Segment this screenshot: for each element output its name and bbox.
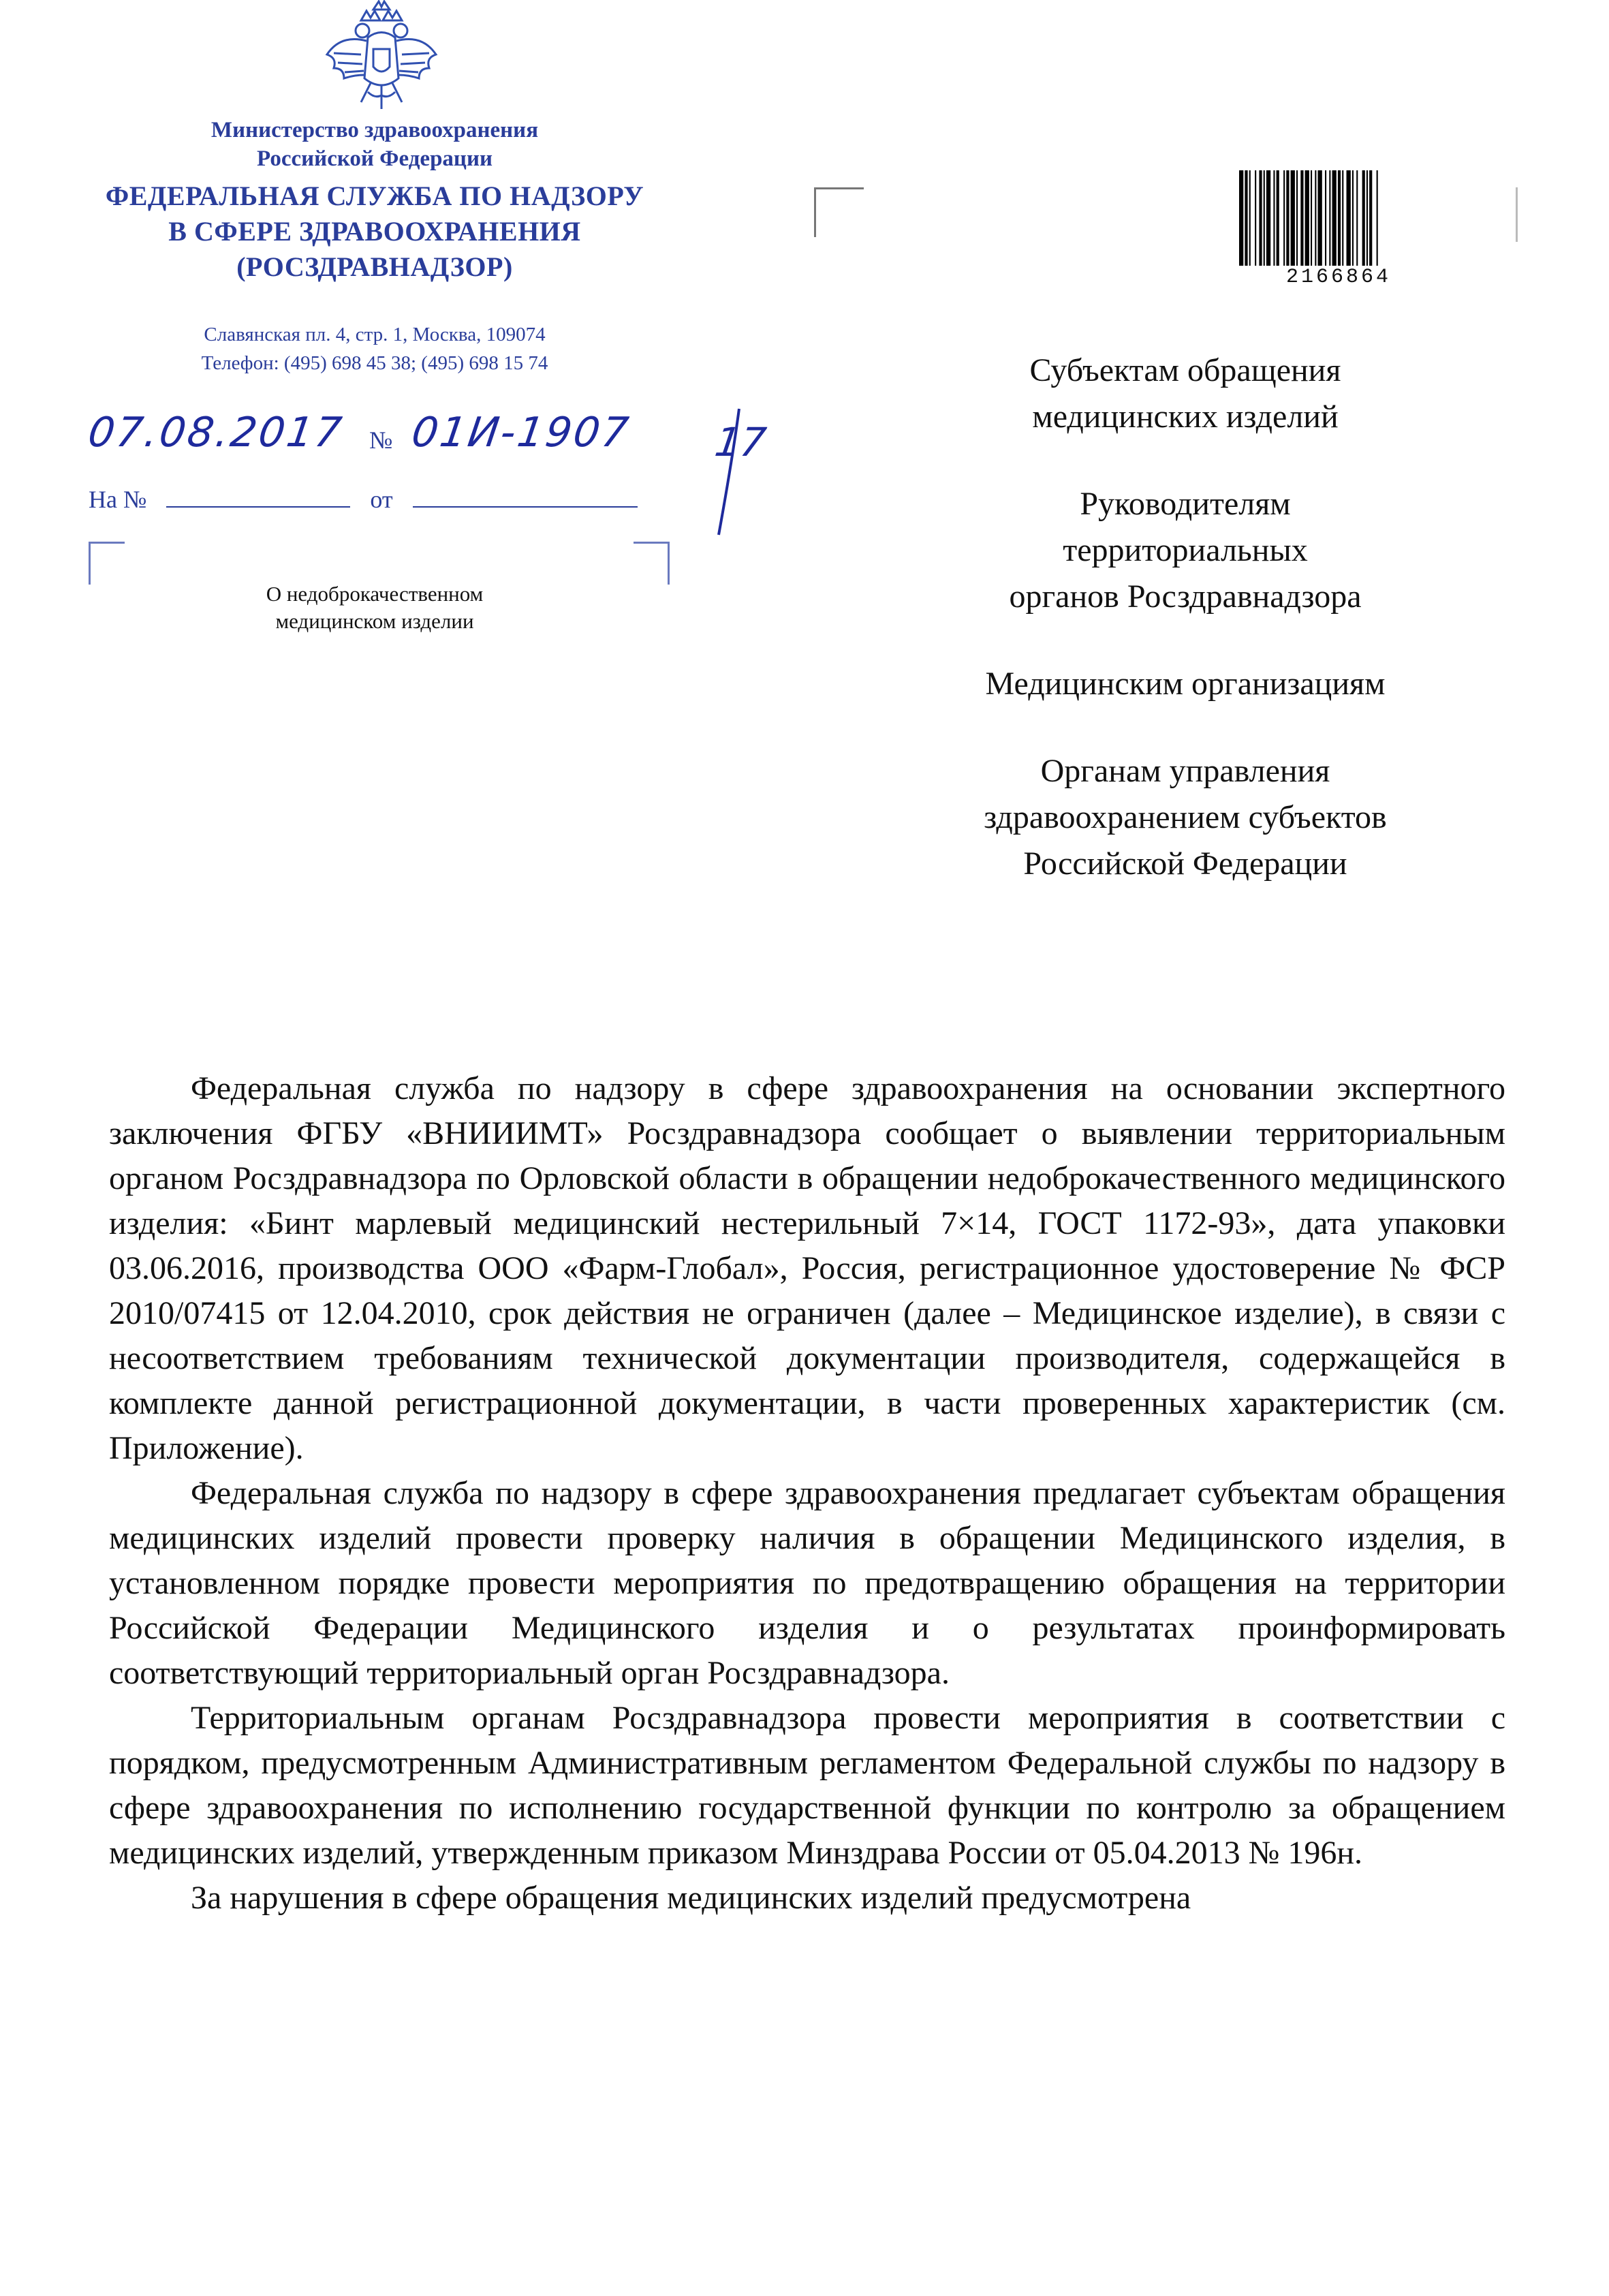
service-name <box>68 179 681 285</box>
address-line: Славянская пл. 4, стр. 1, Москва, 109074 <box>204 324 546 345</box>
barcode-bar <box>1329 170 1330 266</box>
reference-na-label: На № <box>89 486 147 513</box>
barcode-bar <box>1259 170 1262 266</box>
phone-line: Телефон: (495) 698 45 38; (495) 698 15 74 <box>201 352 548 374</box>
registration-date: 07.08.2017 <box>85 409 347 456</box>
barcode-bar <box>1338 170 1341 266</box>
letter-body <box>109 1066 1505 1921</box>
barcode-bar <box>1315 170 1316 266</box>
ministry-line-2: Российской Федерации <box>257 146 493 171</box>
barcode-bar <box>1239 170 1243 266</box>
body-paragraph-4: За нарушения в сфере обращения медицинских изделий предусмотрена <box>191 1880 1191 1916</box>
subject-line-2: медицинском изделии <box>275 609 474 633</box>
barcode-number: 2166864 <box>1285 266 1392 289</box>
barcode-bar <box>1264 170 1265 266</box>
barcode-bar <box>1296 170 1298 266</box>
ministry-name <box>109 116 640 173</box>
barcode-bar <box>1283 170 1285 266</box>
barcode-bar <box>1352 170 1354 266</box>
subject-corner-right <box>634 542 670 585</box>
addressees-block <box>913 347 1458 928</box>
reference-date-blank <box>413 487 638 508</box>
address-window-corner-mark <box>814 187 864 237</box>
barcode-bar <box>1266 170 1270 266</box>
barcode-bar <box>1342 170 1343 266</box>
barcode-bar <box>1362 170 1365 266</box>
subject-line <box>204 580 545 635</box>
barcode-bar <box>1305 170 1309 266</box>
barcode-bar <box>1300 170 1303 266</box>
address-window-right-mark <box>1516 187 1518 242</box>
subject-line-1: О недоброкачественном <box>266 582 484 606</box>
address-block <box>82 320 668 377</box>
barcode-bar <box>1255 170 1256 266</box>
body-paragraph-1: Федеральная служба по надзору в сфере здравоохранения на основании экспертного заключения ФГБУ «ВНИИИМТ» Росздравнадзора сообщает о выявлении территориальным органом Росздравнадзора по Орловской области в обращении недоброкачественного медицинского изделия: «Бинт марлевый медицинский нестерильный 7×14, ГОСТ 1172-93», дата упаковки 03.06.2016, производства ООО «Фарм-Глобал», Россия, регистрационное удостоверение № ФСР 2010/07415 от 12.04.2010, срок действия не ограничен (далее – Медицинское изделие), в связи с несоответствием требованиям технической документации производителя, содержащейся в комплекте данной регистрационной документации, в части проверенных характеристик (см. Приложение). <box>109 1070 1505 1466</box>
reference-line <box>89 485 638 514</box>
registration-number: 01И-1907 <box>409 409 634 456</box>
double-headed-eagle-icon <box>313 0 450 116</box>
registration-suffix: 17 <box>712 419 769 465</box>
body-paragraph-3: Территориальным органам Росздравнадзора провести мероприятия в соответствии с порядком, предусмотренным Административным регламентом Федеральной службы по надзору в сфере здравоохранения по исполнению государственной функции по контролю за обращением медицинских изделий, утвержденным приказом Минздрава России от 05.04.2013 № 196н. <box>109 1700 1505 1871</box>
registration-number-label: № <box>369 426 393 454</box>
barcode-bar <box>1377 170 1378 266</box>
barcode-bar <box>1369 170 1372 266</box>
ministry-line-1: Министерство здравоохранения <box>210 118 539 142</box>
addressee-medical-organizations: Медицинским организациям <box>985 666 1386 702</box>
barcode-bar <box>1366 170 1368 266</box>
barcode-bar <box>1286 170 1289 266</box>
service-line-2: В СФЕРЕ ЗДРАВООХРАНЕНИЯ <box>168 216 581 247</box>
barcode-bar <box>1311 170 1312 266</box>
barcode-bar <box>1273 170 1275 266</box>
addressee-medical-device-subjects: Субъектам обращения медицинских изделий <box>1029 352 1341 435</box>
service-line-3: (РОСЗДРАВНАДЗОР) <box>236 251 513 282</box>
barcode-bar <box>1332 170 1337 266</box>
barcode-bar <box>1245 170 1247 266</box>
body-paragraph-2: Федеральная служба по надзору в сфере здравоохранения предлагает субъектам обращения медицинских изделий провести проверку наличия в обращении Медицинского изделия, в установленном порядке провести мероприятия по предотвращению обращения на территории Российской Федерации Медицинского изделия и о результатах проинформировать соответствующий территориальный орган Росздравнадзора. <box>109 1475 1505 1691</box>
barcode-bar <box>1347 170 1351 266</box>
addressee-health-authorities: Органам управления здравоохранением субъектов Российской Федерации <box>984 753 1387 882</box>
barcode <box>1236 170 1441 266</box>
addressee-territorial-heads: Руководителям территориальных органов Росздравнадзора <box>1009 486 1362 615</box>
reference-number-blank <box>166 487 350 508</box>
barcode-bar <box>1291 170 1295 266</box>
barcode-bar <box>1356 170 1358 266</box>
subject-corner-left <box>89 542 125 585</box>
reference-ot-label: от <box>370 486 393 513</box>
coat-of-arms-emblem <box>313 0 450 116</box>
barcode-bar <box>1249 170 1251 266</box>
barcode-bar <box>1325 170 1326 266</box>
barcode-bar <box>1318 170 1322 266</box>
barcode-bar <box>1277 170 1279 266</box>
service-line-1: ФЕДЕРАЛЬНАЯ СЛУЖБА ПО НАДЗОРУ <box>105 181 644 211</box>
